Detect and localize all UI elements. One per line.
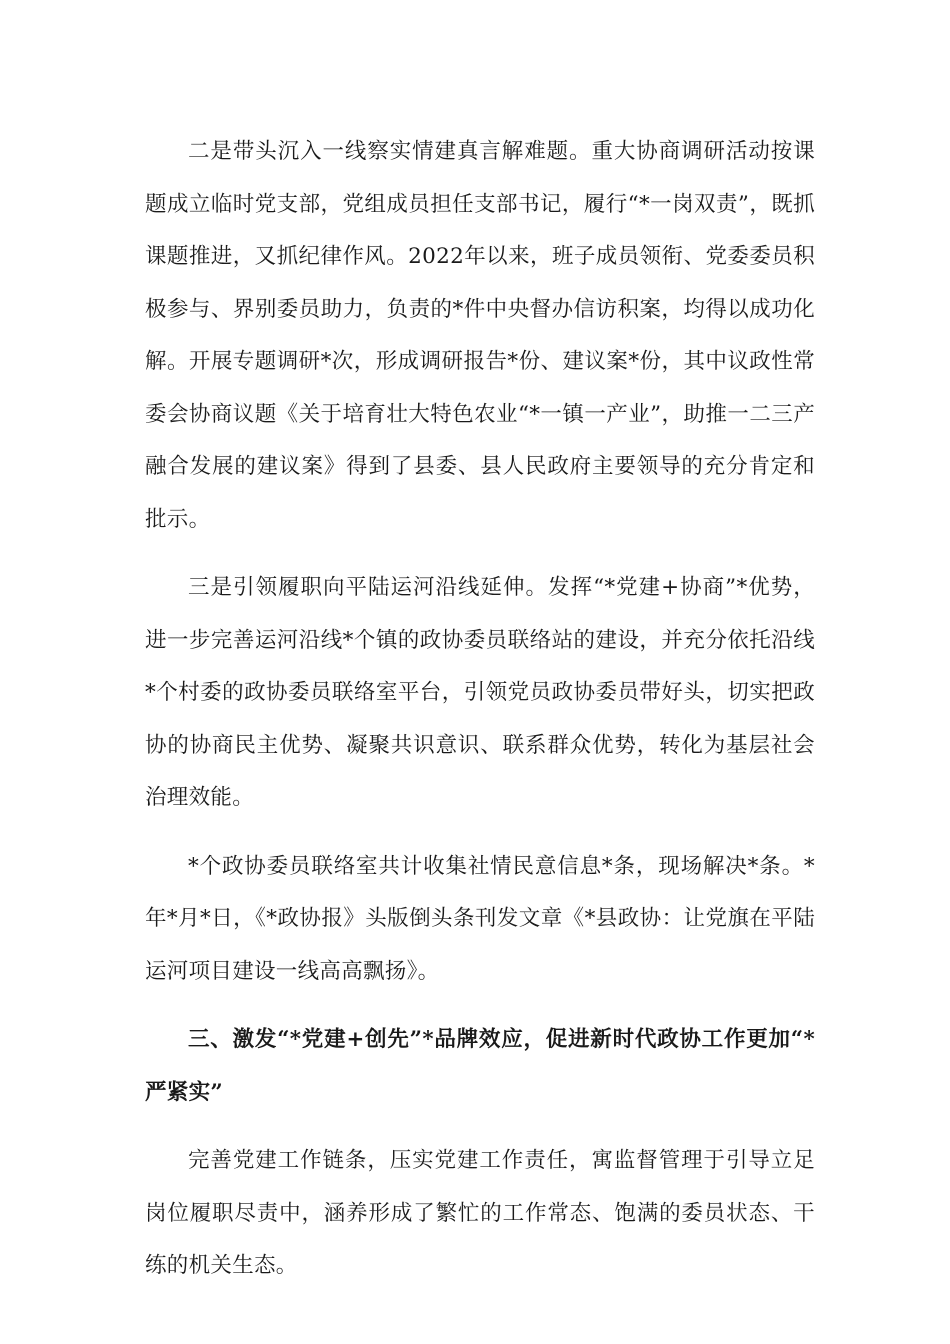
- paragraph-canal-extension: 三是引领履职向平陆运河沿线延伸。发挥“*党建+协商”*优势，进一步完善运河沿线*个镇的政协委员联络站的建设，并充分依托沿线*个村委的政协委员联络室平台，引领党员政协委员带好头，切实把政协的协商民主优势、凝聚共识意识、联系群众优势，转化为基层社会治理效能。: [145, 575, 815, 810]
- paragraph-lead-by-example: 二是带头沉入一线察实情建真言解难题。重大协商调研活动按课题成立临时党支部，党组成员担任支部书记，履行“*一岗双责”，既抓课题推进，又抓纪律作风。2022年以来，班子成员领衔、党委委员积极参与、界别委员助力，负责的*件中央督办信访积案，均得以成功化解。开展专题调研*次，形成调研报告*份、建议案*份，其中议政性常委会协商议题《关于培育壮大特色农业“*一镇一产业”，助推一二三产融合发展的建议案》得到了县委、县人民政府主要领导的充分肯定和批示。: [145, 139, 815, 532]
- paragraph-party-chain: 完善党建工作链条，压实党建工作责任，寓监督管理于引导立足岗位履职尽责中，涵养形成了繁忙的工作常态、饱满的委员状态、干练的机关生态。: [145, 1148, 815, 1278]
- paragraph-liaison-results: *个政协委员联络室共计收集社情民意信息*条，现场解决*条。*年*月*日，《*政协报》头版倒头条刊发文章《*县政协：让党旗在平陆运河项目建设一线高高飘扬》。: [145, 853, 815, 984]
- section-heading-three: 三、激发“*党建+创先”*品牌效应，促进新时代政协工作更加“*严紧实”: [145, 1027, 815, 1105]
- document-page: [145, 126, 815, 1293]
